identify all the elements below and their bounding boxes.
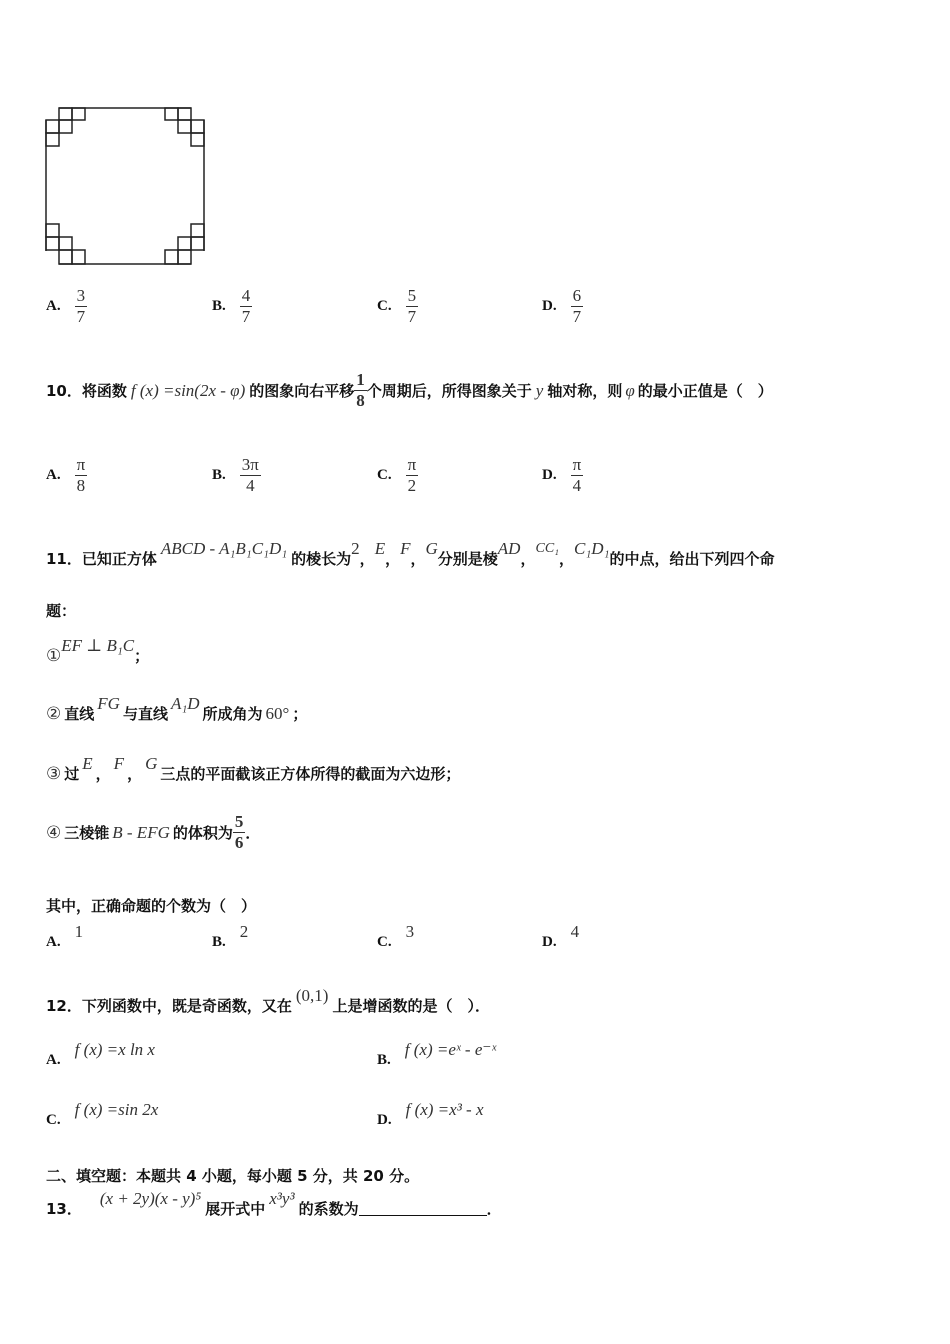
q10-option-c[interactable] — [377, 455, 418, 496]
math-expression: (0,1) — [295, 985, 329, 1005]
q10-option-d[interactable] — [542, 455, 583, 496]
q10-option-b[interactable] — [212, 455, 261, 496]
text: 的系数为 — [298, 1200, 359, 1218]
math-expression: B - EFG — [112, 822, 170, 842]
option-label: A. — [46, 933, 61, 950]
numerator: 6 — [572, 286, 582, 305]
option-label: B. — [212, 467, 226, 483]
statement-marker: ① — [46, 645, 62, 665]
math-expression: x³y³ — [269, 1188, 295, 1208]
numerator: 5 — [234, 812, 244, 831]
text: 分别是棱 — [437, 550, 498, 568]
numerator: 1 — [356, 370, 365, 389]
option-label: B. — [212, 933, 226, 950]
text: 的最小正值是（ ） — [637, 382, 773, 400]
fraction — [406, 286, 419, 327]
denominator: 6 — [234, 833, 244, 852]
option-label: B. — [377, 1051, 391, 1068]
fraction — [354, 370, 367, 411]
option-label: D. — [542, 933, 557, 950]
question-number: 13． — [46, 1200, 82, 1218]
math-var: G — [425, 538, 438, 558]
option-value: 1 — [74, 922, 84, 941]
text: ， — [410, 550, 426, 568]
text: ； — [134, 647, 150, 665]
numerator: 3 — [76, 286, 86, 305]
denominator: 7 — [572, 307, 582, 326]
text: 的中点，给出下列四个命 — [609, 550, 775, 568]
question-10 — [46, 370, 773, 411]
text: ， — [127, 765, 143, 783]
text: 过 — [64, 765, 80, 783]
text: 所成角为 — [202, 705, 263, 723]
text: 题： — [46, 602, 77, 620]
statement-marker: ③ — [46, 763, 62, 783]
math-expression: ABCD - A₁B₁C₁D₁ — [160, 538, 288, 558]
q11-option-a[interactable] — [46, 922, 84, 952]
denominator: 2 — [407, 476, 417, 495]
q9-option-b[interactable] — [212, 286, 252, 327]
math-var: C₁D₁ — [574, 538, 610, 558]
option-label: C. — [377, 467, 392, 483]
text: 与直线 — [122, 705, 168, 723]
question-12 — [46, 985, 490, 1016]
text: 下列函数中，既是奇函数，又在 — [81, 997, 292, 1015]
math-var: φ — [625, 380, 635, 400]
option-label: D. — [542, 298, 557, 314]
text: ， — [520, 550, 536, 568]
q11-option-b[interactable] — [212, 922, 249, 952]
fraction — [75, 455, 88, 496]
fraction — [240, 455, 261, 496]
question-11-cont — [46, 600, 76, 621]
q9-option-a[interactable] — [46, 286, 87, 327]
statement-3 — [46, 753, 461, 784]
math-var: F — [113, 753, 125, 773]
question-number: 11． — [46, 550, 82, 568]
text: 三点的平面截该正方体所得的截面为六边形； — [160, 765, 461, 783]
text: 直线 — [64, 705, 95, 723]
option-label: C. — [46, 1111, 61, 1128]
denominator: 7 — [241, 307, 251, 326]
denominator: 8 — [356, 391, 365, 410]
q12-option-a[interactable] — [46, 1040, 155, 1070]
text: 已知正方体 — [81, 550, 157, 568]
text: 上是增函数的是（ ）． — [332, 997, 490, 1015]
option-value: 4 — [570, 922, 580, 941]
denominator: 8 — [76, 476, 86, 495]
text: ． — [245, 824, 261, 842]
math-expression: EF ⊥ B₁C — [61, 635, 135, 655]
text: 的体积为 — [172, 824, 233, 842]
q11-option-d[interactable] — [542, 922, 580, 952]
option-label: D. — [377, 1111, 392, 1128]
statement-4 — [46, 812, 260, 853]
math-number: 2 — [351, 538, 360, 558]
text: 三棱锥 — [64, 824, 110, 842]
q12-option-c[interactable] — [46, 1100, 159, 1130]
square-figure — [0, 0, 220, 280]
text: 轴对称，则 — [547, 382, 623, 400]
fraction — [571, 455, 584, 496]
option-value: 2 — [239, 922, 249, 941]
fraction — [240, 286, 253, 327]
option-label: D. — [542, 467, 557, 483]
option-label: A. — [46, 298, 61, 314]
option-label: C. — [377, 933, 392, 950]
section-2-heading — [46, 1165, 419, 1186]
option-value: f (x) =x³ - x — [405, 1100, 484, 1119]
option-value: f (x) =eˣ - e⁻ˣ — [404, 1040, 497, 1059]
numerator: 5 — [407, 286, 417, 305]
section-title: 二、填空题：本题共 4 小题，每小题 5 分，共 20 分。 — [46, 1167, 420, 1185]
question-11-prompt — [46, 895, 256, 916]
q12-option-d[interactable] — [377, 1100, 484, 1130]
math-var: E — [82, 753, 93, 773]
statement-1 — [46, 635, 150, 666]
fraction — [233, 812, 246, 853]
math-var: AD — [497, 538, 521, 558]
math-var: y — [535, 380, 544, 400]
statement-marker: ② — [46, 703, 62, 723]
text: ， — [359, 550, 375, 568]
math-var: FG — [97, 693, 120, 713]
q11-option-c[interactable] — [377, 922, 415, 952]
numerator: π — [572, 455, 582, 474]
denominator: 7 — [76, 307, 86, 326]
fraction — [406, 455, 419, 496]
numerator: π — [407, 455, 417, 474]
fraction — [75, 286, 88, 327]
math-expression: (x + 2y)(x - y)⁵ — [99, 1188, 202, 1208]
denominator: 4 — [246, 476, 255, 495]
text: 的图象向右平移 — [249, 382, 355, 400]
question-11 — [46, 538, 775, 569]
denominator: 7 — [407, 307, 417, 326]
numerator: π — [76, 455, 86, 474]
text: 的棱长为 — [291, 550, 352, 568]
q9-option-d[interactable] — [542, 286, 583, 327]
text: ； — [292, 705, 308, 723]
question-number: 12． — [46, 997, 82, 1015]
math-var: A₁D — [170, 693, 200, 713]
math-var: F — [400, 538, 411, 558]
option-label: B. — [212, 298, 226, 314]
fraction — [571, 286, 584, 327]
q10-option-a[interactable] — [46, 455, 87, 496]
math-number: 60° — [265, 703, 290, 723]
math-var: CC₁ — [535, 540, 560, 556]
option-label: A. — [46, 467, 61, 483]
option-value: f (x) =x ln x — [74, 1040, 155, 1059]
math-expression: f (x) =sin(2x - φ) — [130, 380, 246, 400]
denominator: 4 — [572, 476, 582, 495]
option-label: A. — [46, 1051, 61, 1068]
text: ， — [385, 550, 401, 568]
option-label: C. — [377, 298, 392, 314]
text: ， — [559, 550, 575, 568]
option-value: f (x) =sin 2x — [74, 1100, 159, 1119]
statement-2 — [46, 693, 308, 724]
numerator: 3π — [241, 455, 259, 474]
text: ， — [95, 765, 111, 783]
statement-marker: ④ — [46, 822, 62, 842]
numerator: 4 — [241, 286, 251, 305]
option-value: 3 — [405, 922, 415, 941]
text: 个周期后，所得图象关于 — [366, 382, 532, 400]
q9-option-c[interactable] — [377, 286, 418, 327]
text: 将函数 — [81, 382, 127, 400]
math-var: E — [374, 538, 386, 558]
q12-option-b[interactable] — [377, 1040, 497, 1070]
question-number: 10． — [46, 382, 82, 400]
text: ． — [486, 1200, 502, 1218]
math-var: G — [145, 753, 158, 773]
answer-blank[interactable] — [359, 1201, 487, 1216]
text: 展开式中 — [205, 1200, 266, 1218]
question-13 — [46, 1188, 502, 1219]
text: 其中，正确命题的个数为（ ） — [46, 897, 257, 915]
